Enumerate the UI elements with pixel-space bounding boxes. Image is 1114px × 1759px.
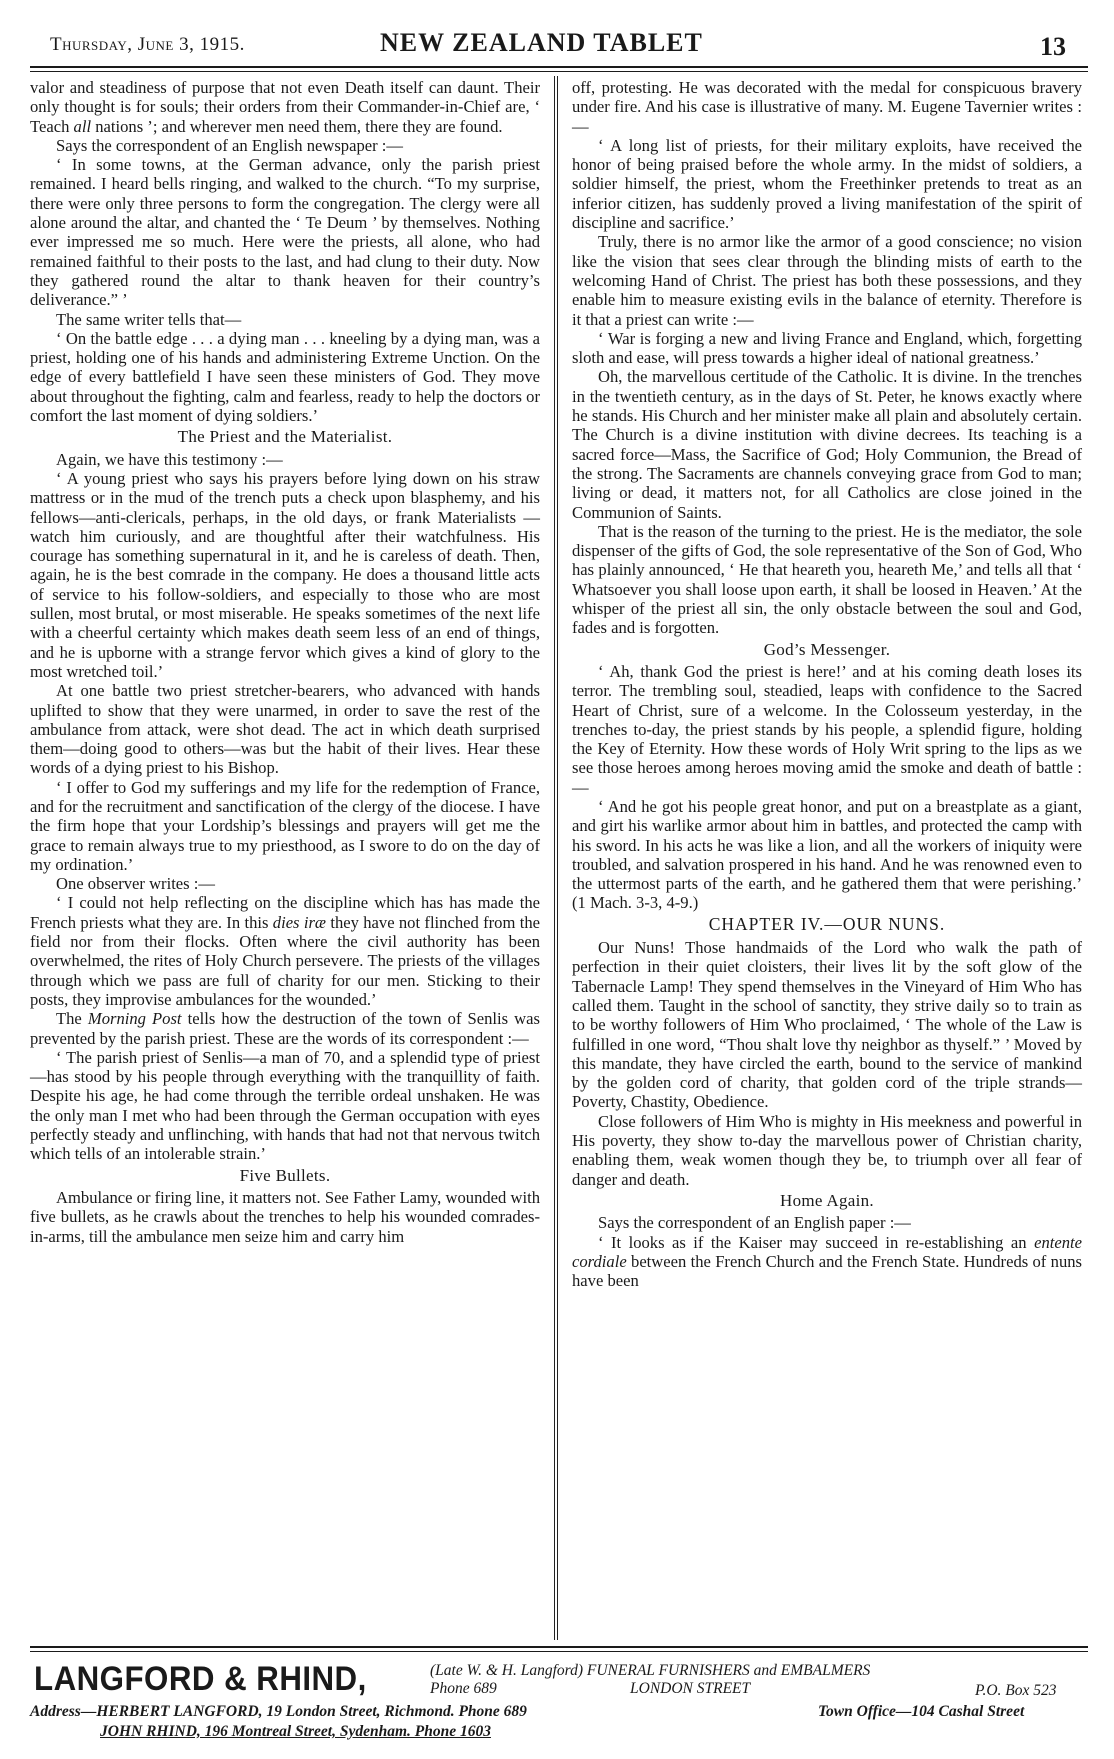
quotation: ‘ War is forging a new and living France and England, which, forgetting sloth and ease, will press towards a higher ideal of national greatness.’ (572, 328, 1082, 368)
quotation: ‘ In some towns, at the German advance, only the parish priest remained. I heard bells ringing, and walked to the church. “To my surprise, there were only three persons to form the congregation. The clergy were all alone around the altar, and chanted the ‘ Te Deum ’ by themselves. Nothing ever impressed me so much. Here were the priests, all alone, who had remained faithful to their posts to the last, and had clung to their duty. Now they gathered round the altar to thank heaven for their country’s deliverance.” ’ (30, 155, 540, 310)
quotation: ‘ The parish priest of Senlis—a man of 70, and a splendid type of priest—has stood by his people through everything with the tranquillity of faith. Despite his age, he had come through the terrible ordeal unshaken. He was the only man I met who had been through the German occupation with eyes perfectly steady and unflinching, with hands that had not that nervous twitch which tells of an intolerable strain.’ (30, 1047, 540, 1164)
ad-pobox: P.O. Box 523 (975, 1682, 1057, 1699)
footer-rule (30, 1646, 1088, 1648)
right-column (572, 78, 1082, 1290)
quotation: ‘ Ah, thank God the priest is here!’ and at his coming death loses its terror. The trembling soul, steadied, leaps with confidence to the Sacred Heart of Christ, sure of a welcome. In the Colosseum yesterday, in the trenches to-day, the priest stands by his people, a splendid figure, holding the Key of Eternity. How these words of Holy Writ spring to the lips as we see those heroes among heroes moving amid the smoke and death of battle :— (572, 661, 1082, 797)
quotation: ‘ It looks as if the Kaiser may succeed in re-establishing an entente cordiale between the French Church and the French State. Hundreds of nuns have been (572, 1232, 1083, 1291)
section-heading: Home Again. (780, 1190, 874, 1210)
left-column (30, 78, 540, 1246)
issue-date: Thursday, June 3, 1915. (50, 34, 245, 55)
paragraph: That is the reason of the turning to the priest. He is the mediator, the sole dispenser of the gifts of God, the sole representative of the Son of God, Who has plainly announced, ‘ He that heareth you, heareth Me,’ and tells all that ‘ Whatsoever you shall loose upon earth, it shall be loosed in Heaven.’ At the whisper of the priest all sin, the only obstacle between the soul and God, fades and is forgotten. (572, 521, 1082, 638)
column-divider (554, 76, 555, 1640)
column-divider-second (557, 76, 558, 1640)
paragraph: Close followers of Him Who is mighty in His meekness and powerful in His poverty, they show to-day the marvellous power of Christian charity, enabling them, weak women though they be, to triumph over all fear of danger and death. (572, 1111, 1082, 1189)
ad-phone: Phone 689 (430, 1680, 497, 1697)
quotation: ‘ I offer to God my sufferings and my life for the redemption of France, and for the recruitment and sanctification of the clergy of the diocese. I have the firm hope that your Lordship’s blessings and prayers will get me the grace to remain always true to my priesthood, as I swore to do on the day of my ordination.’ (30, 777, 540, 874)
ad-town-office: Town Office—104 Cashal Street (818, 1703, 1025, 1720)
ad-address-langford: Address—HERBERT LANGFORD, 19 London Street, Richmond. Phone 689 (30, 1703, 527, 1720)
paragraph: Ambulance or firing line, it matters not. See Father Lamy, wounded with five bullets, as he crawls about the trenches to help his wounded comrades-in-arms, till the ambulance men seize him and carry him (30, 1187, 540, 1246)
ad-brand: LANGFORD & RHIND, (34, 1660, 367, 1698)
ad-late-line: (Late W. & H. Langford) FUNERAL FURNISHERS and EMBALMERS (430, 1662, 871, 1679)
header-rule (30, 66, 1088, 68)
quotation: ‘ And he got his people great honor, and put on a breastplate as a giant, and girt his warlike armor about him in battles, and protected the camp with his sword. In his acts he was like a lion, and all the workers of iniquity were troubled, and salvation prospered in his hand. And he was renowned even to the uttermost parts of the earth, and he gathered them that were perishing.’ (1 Mach. 3-3, 4-9.) (572, 796, 1082, 913)
section-heading: Five Bullets. (239, 1165, 331, 1185)
paragraph: The Morning Post tells how the destruction of the town of Senlis was prevented by the parish priest. These are the words of its correspondent :— (30, 1009, 540, 1048)
section-heading: The Priest and the Materialist. (177, 427, 393, 447)
paragraph: At one battle two priest stretcher-bearers, who advanced with hands uplifted to show that they were unarmed, in order to save the rest of the ambulance from attack, were shot dead. The act in which death surprised them—doing good to others—was but the habit of their lives. Hear these words of a dying priest to his Bishop. (30, 681, 540, 778)
quotation: ‘ A young priest who says his prayers before lying down on his straw mattress or in the mud of the trench puts a check upon blasphemy, and his fellows—anti-clericals, perhaps, in the old days, or frank Materialists —watch him curiously, and are thoughtful after their watchfulness. His courage has something supernatural in it, and he is careless of death. Then, again, he is the best comrade in the company. He does a thousand little acts of service to his follow-soldiers, and especially to those who are most sullen, most brutal, or most miserable. He speaks sometimes of the next life with a cheerful certainty which makes death seem less of an end of things, and he is upborne with a strange fervor which gives a kind of glory to the most wretched toil.’ (30, 468, 540, 681)
page-header (30, 26, 1080, 68)
paragraph: off, protesting. He was decorated with the medal for conspicuous bravery under fire. And his case is illustrative of many. M. Eugene Tavernier writes :— (572, 78, 1082, 136)
header-rule-thin (30, 71, 1088, 72)
masthead-title: NEW ZEALAND TABLET (380, 28, 703, 57)
ad-street: LONDON STREET (630, 1680, 751, 1697)
chapter-heading: CHAPTER IV.—OUR NUNS. (708, 913, 946, 934)
paragraph: The same writer tells that— (56, 309, 242, 329)
paragraph: Our Nuns! Those handmaids of the Lord who walk the path of perfection in their quiet cloisters, their lives lit by the soft glow of the Tabernacle Lamp! They spend themselves in the Vineyard of Him Who has called them. Taught in the school of sanctity, they strive daily so to train as to be worthy followers of Him Who proclaimed, ‘ The whole of the Law is fulfilled in one word, “Thou shalt love thy neighbor as thyself.” ’ Moved by this mandate, they have circled the earth, bound to the service of mankind by the golden cord of charity, that golden cord of the triple strands—Poverty, Chastity, Obedience. (572, 938, 1082, 1112)
paragraph: Again, we have this testimony :— (56, 449, 283, 469)
page-number: 13 (1040, 32, 1066, 61)
quotation: ‘ I could not help reflecting on the discipline which has has made the French priests what they are. In this dies iræ they have not flinched from the field nor from their flocks. Often where the civil authority has been overwhelmed, the rites of Holy Church persevere. The priests of the villages through which we pass are full of charity for our men. Sticking to their posts, they improvise ambulances for the wounded.’ (30, 893, 540, 1009)
paragraph: Oh, the marvellous certitude of the Catholic. It is divine. In the trenches in the twentieth century, as in the days of St. Peter, he knows exactly where he stands. His Church and her minister make all plain and absolutely certain. The Church is a divine institution with divine decrees. Its teaching is a sacred force—Mass, the Sacrifice of God; Holy Communion, the Bread of the strong. The Sacraments are channels conveying grace from God to man; living or dead, it matters not, for all Catholics are close joined in the Communion of Saints. (572, 367, 1082, 522)
footer-rule-thin (30, 1651, 1088, 1652)
paragraph: One observer writes :— (56, 874, 215, 894)
paragraph: Says the correspondent of an English paper :— (598, 1213, 911, 1233)
quotation: ‘ A long list of priests, for their military exploits, have received the honor of being praised before the whole army. In the midst of soldiers, a soldier himself, the priest, whom the Freethinker pretends to treat as an inferior citizen, has suddenly proved a living manifestation of the spirit of discipline and sacrifice.’ (572, 135, 1082, 233)
advertisement (30, 1656, 1088, 1756)
paragraph: valor and steadiness of purpose that not even Death itself can daunt. Their only thought is for souls; their orders from their Commander-in-Chief are, ‘ Teach all nations ’; and wherever men need them, there they are found. (30, 78, 540, 136)
quotation: ‘ On the battle edge . . . a dying man . . . kneeling by a dying man, was a priest, holding one of his hands and administering Extreme Unction. On the edge of every battlefield I have seen these ministers of God. They move about throughout the fighting, calm and fearless, ready to help the doctors or comfort the last moment of dying soldiers.’ (30, 328, 540, 426)
paragraph: Truly, there is no armor like the armor of a good conscience; no vision like the vision that sees clear through the blinding mists of earth to the welcoming Hand of Christ. The priest has both these possessions, and they enable him to measure existing evils in the balance of eternity. Therefore is it that a priest can write :— (572, 232, 1082, 329)
ad-address-rhind: JOHN RHIND, 196 Montreal Street, Sydenham. Phone 1603 (100, 1723, 491, 1740)
paragraph: Says the correspondent of an English newspaper :— (56, 135, 404, 155)
section-heading: God’s Messenger. (763, 639, 891, 659)
